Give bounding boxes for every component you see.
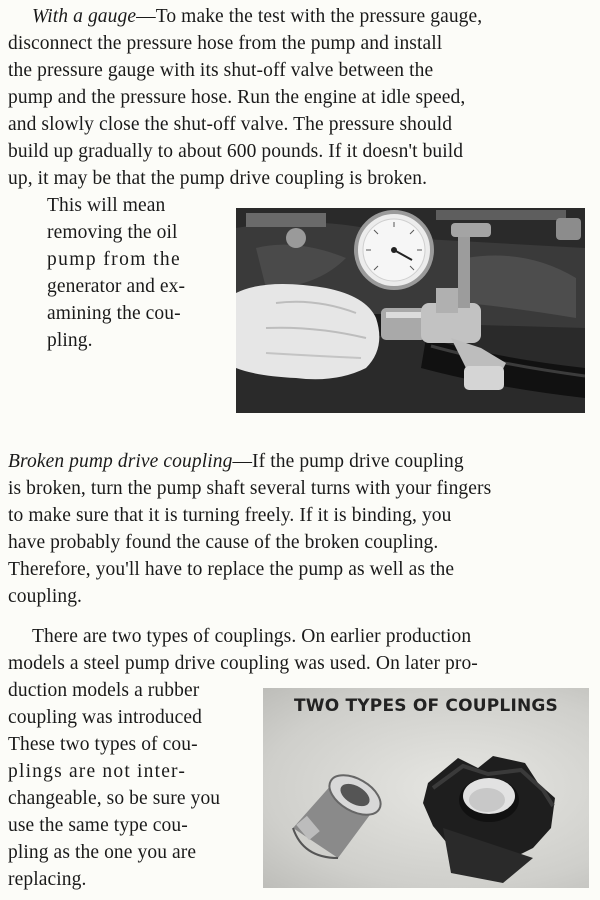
para3-line-10: replacing. (8, 869, 87, 890)
pressure-gauge-illustration (236, 208, 585, 413)
para1-line-10: pump from the (47, 249, 182, 270)
para1-line-3: the pressure gauge with its shut-off valve between the (8, 60, 434, 81)
para1-lead-heading: With a gauge (32, 6, 137, 27)
para3-line-6: plings are not inter- (8, 761, 187, 782)
para2-lead-heading: Broken pump drive coupling (8, 451, 233, 472)
para3-line-2: models a steel pump drive coupling was used. On later pro- (8, 653, 478, 674)
para3-line-8: use the same type cou- (8, 815, 188, 836)
para3-line-7: changeable, so be sure you (8, 788, 221, 809)
para2-line-1-rest: —If the pump drive coupling (232, 451, 464, 472)
para3-line-9: pling as the one you are (8, 842, 197, 863)
para3-line-1: There are two types of couplings. On earlier production (32, 626, 472, 647)
pressure-gauge-photo (236, 208, 585, 413)
para1-line-1 (32, 3, 482, 30)
para2-line-6: coupling. (8, 586, 83, 607)
couplings-photo (263, 688, 589, 888)
couplings-photo-title: TWO TYPES OF COUPLINGS (293, 696, 558, 716)
para1-line-12: amining the cou- (47, 303, 181, 324)
para2-line-3: to make sure that it is turning freely. If it is binding, you (8, 505, 452, 526)
para3-line-5: These two types of cou- (8, 734, 198, 755)
para1-line-7: up, it may be that the pump drive coupling is broken. (8, 168, 428, 189)
para1-line-4: pump and the pressure hose. Run the engine at idle speed, (8, 87, 466, 108)
para1-line-13: pling. (47, 330, 93, 351)
para1-line-6: build up gradually to about 600 pounds. If it doesn't build (8, 141, 464, 162)
para1-line-5: and slowly close the shut-off valve. The pressure should (8, 114, 453, 135)
para2-line-5: Therefore, you'll have to replace the pump as well as the (8, 559, 455, 580)
para1-line-9: removing the oil (47, 222, 178, 243)
para3-line-4: coupling was introduced (8, 707, 203, 728)
para1-line-1-rest: —To make the test with the pressure gauge, (136, 6, 483, 27)
para2-line-4: have probably found the cause of the broken coupling. (8, 532, 439, 553)
para1-line-2: disconnect the pressure hose from the pump and install (8, 33, 443, 54)
para2-line-2: is broken, turn the pump shaft several turns with your fingers (8, 478, 492, 499)
rubber-coupling-icon (423, 756, 555, 883)
para2-line-1 (8, 448, 464, 475)
steel-coupling-icon (293, 767, 387, 858)
couplings-illustration (263, 688, 589, 888)
para3-line-3: duction models a rubber (8, 680, 200, 701)
para1-line-11: generator and ex- (47, 276, 186, 297)
para1-line-8: This will mean (47, 195, 166, 216)
